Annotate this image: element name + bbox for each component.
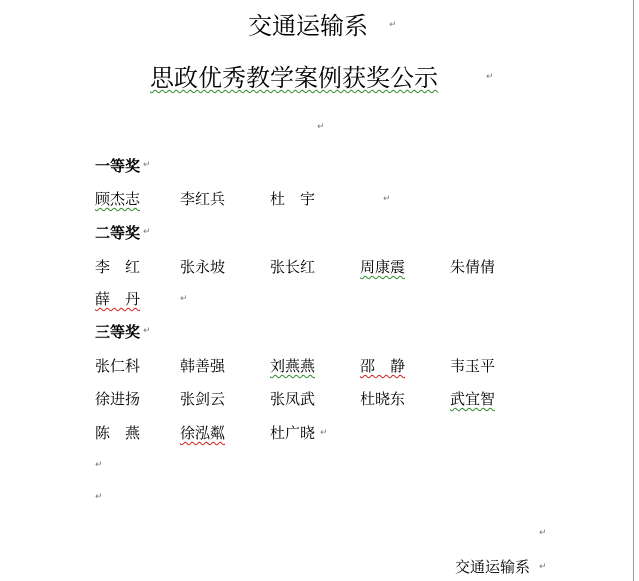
paragraph-mark-icon: ↵	[389, 20, 397, 30]
first-prize-name: 杜 宇	[270, 190, 316, 208]
paragraph-mark-icon: ↵	[143, 160, 151, 170]
first-prize-heading: 一等奖	[95, 157, 141, 175]
paragraph-mark-icon: ↵	[539, 562, 547, 572]
third-prize-name: 杜广晓	[270, 424, 316, 442]
third-prize-name: 张剑云	[180, 390, 226, 408]
paragraph-mark-icon: ↵	[143, 227, 151, 237]
paragraph-mark-icon: ↵	[383, 194, 391, 204]
third-prize-name: 邵 静	[360, 357, 406, 375]
third-prize-name: 张仁科	[95, 357, 141, 375]
paragraph-mark-icon: ↵	[317, 122, 325, 132]
third-prize-heading: 三等奖	[95, 323, 141, 341]
third-prize-name: 杜晓东	[360, 390, 406, 408]
second-prize-name: 张长红	[270, 258, 316, 276]
paragraph-mark-icon: ↵	[180, 294, 188, 304]
title-line-2: 思政优秀教学案例获奖公示	[150, 64, 438, 92]
third-prize-name: 徐泓粼	[180, 424, 226, 442]
third-prize-name: 刘燕燕	[270, 357, 316, 375]
paragraph-mark-icon: ↵	[486, 72, 494, 82]
paragraph-mark-icon: ↵	[95, 492, 103, 502]
first-prize-name: 顾杰志	[95, 190, 141, 208]
second-prize-heading: 二等奖	[95, 224, 141, 242]
second-prize-name: 李 红	[95, 258, 141, 276]
title-line-1: 交通运输系	[248, 12, 368, 40]
paragraph-mark-icon: ↵	[539, 528, 547, 538]
page-edge-line	[633, 0, 634, 581]
third-prize-name: 韦玉平	[450, 357, 496, 375]
third-prize-name: 徐进扬	[95, 390, 141, 408]
second-prize-name: 朱倩倩	[450, 258, 496, 276]
third-prize-name: 韩善强	[180, 357, 226, 375]
paragraph-mark-icon: ↵	[143, 326, 151, 336]
signature-department: 交通运输系	[455, 558, 531, 576]
third-prize-name: 张凤武	[270, 390, 316, 408]
paragraph-mark-icon: ↵	[95, 460, 103, 470]
second-prize-name: 周康震	[360, 258, 406, 276]
second-prize-name: 薛 丹	[95, 290, 141, 308]
paragraph-mark-icon: ↵	[320, 428, 328, 438]
third-prize-name: 武宜智	[450, 390, 496, 408]
third-prize-name: 陈 燕	[95, 424, 141, 442]
first-prize-name: 李红兵	[180, 190, 226, 208]
second-prize-name: 张永坡	[180, 258, 226, 276]
